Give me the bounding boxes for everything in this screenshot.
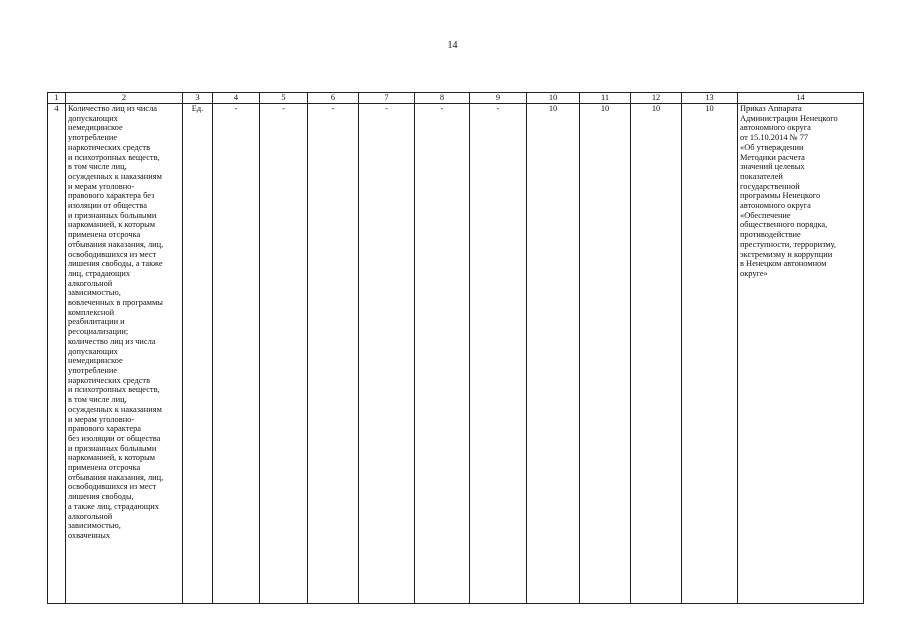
value-cell-8: -: [415, 104, 470, 604]
value-cell-12: 10: [631, 104, 682, 604]
value-cell-9: -: [470, 104, 527, 604]
value-cell-5: -: [260, 104, 308, 604]
column-header-4: 4: [213, 93, 260, 104]
table-row: [48, 104, 864, 604]
column-header-12: 12: [631, 93, 682, 104]
column-header-6: 6: [308, 93, 359, 104]
column-header-8: 8: [415, 93, 470, 104]
value-cell-4: -: [213, 104, 260, 604]
column-header-9: 9: [470, 93, 527, 104]
column-header-2: 2: [66, 93, 183, 104]
column-header-11: 11: [580, 93, 631, 104]
source-document-cell: Приказ Аппарата Администрации Ненецкого автономного округа от 15.10.2014 № 77 «Об утверждении Методики расчета значений целевых показателей государственной программы Ненецкого автономного округа «Обеспечение общественного порядка, противодействие преступности, терроризму, экстремизму и коррупции в Ненецком автономном округе»: [738, 104, 864, 604]
column-header-5: 5: [260, 93, 308, 104]
column-header-14: 14: [738, 93, 864, 104]
value-cell-6: -: [308, 104, 359, 604]
row-number: 4: [48, 104, 66, 604]
indicator-description: Количество лиц из числа допускающих немедицинское употребление наркотических средств и психотропных веществ, в том числе лиц, осужденных к наказаниям и мерам уголовно- правового характера без изоляции от общества и признанных больными наркоманией, к которым применена отсрочка отбывания наказания, лиц, освободившихся из мест лишения свободы, а также лиц, страдающих алкогольной зависимостью, вовлеченных в программы комплексной реабилитации и ресоциализации; количество лиц из числа допускающих немедицинское употребление наркотических средств и психотропных веществ, в том числе лиц, осужденных к наказаниям и мерам уголовно- правового характера без изоляции от общества и признанных больными наркоманией, к которым применена отсрочка отбывания наказания, лиц, освободившихся из мест лишения свободы, а также лиц, страдающих алкогольной зависимостью, охваченных: [66, 104, 183, 604]
value-cell-13: 10: [682, 104, 738, 604]
indicator-table: [47, 92, 864, 604]
value-cell-10: 10: [527, 104, 580, 604]
unit-cell: Ед.: [183, 104, 213, 604]
column-header-3: 3: [183, 93, 213, 104]
column-header-13: 13: [682, 93, 738, 104]
value-cell-7: -: [359, 104, 415, 604]
header-row: [48, 93, 864, 104]
page-number: 14: [447, 40, 458, 51]
column-header-1: 1: [48, 93, 66, 104]
value-cell-11: 10: [580, 104, 631, 604]
column-header-7: 7: [359, 93, 415, 104]
column-header-10: 10: [527, 93, 580, 104]
